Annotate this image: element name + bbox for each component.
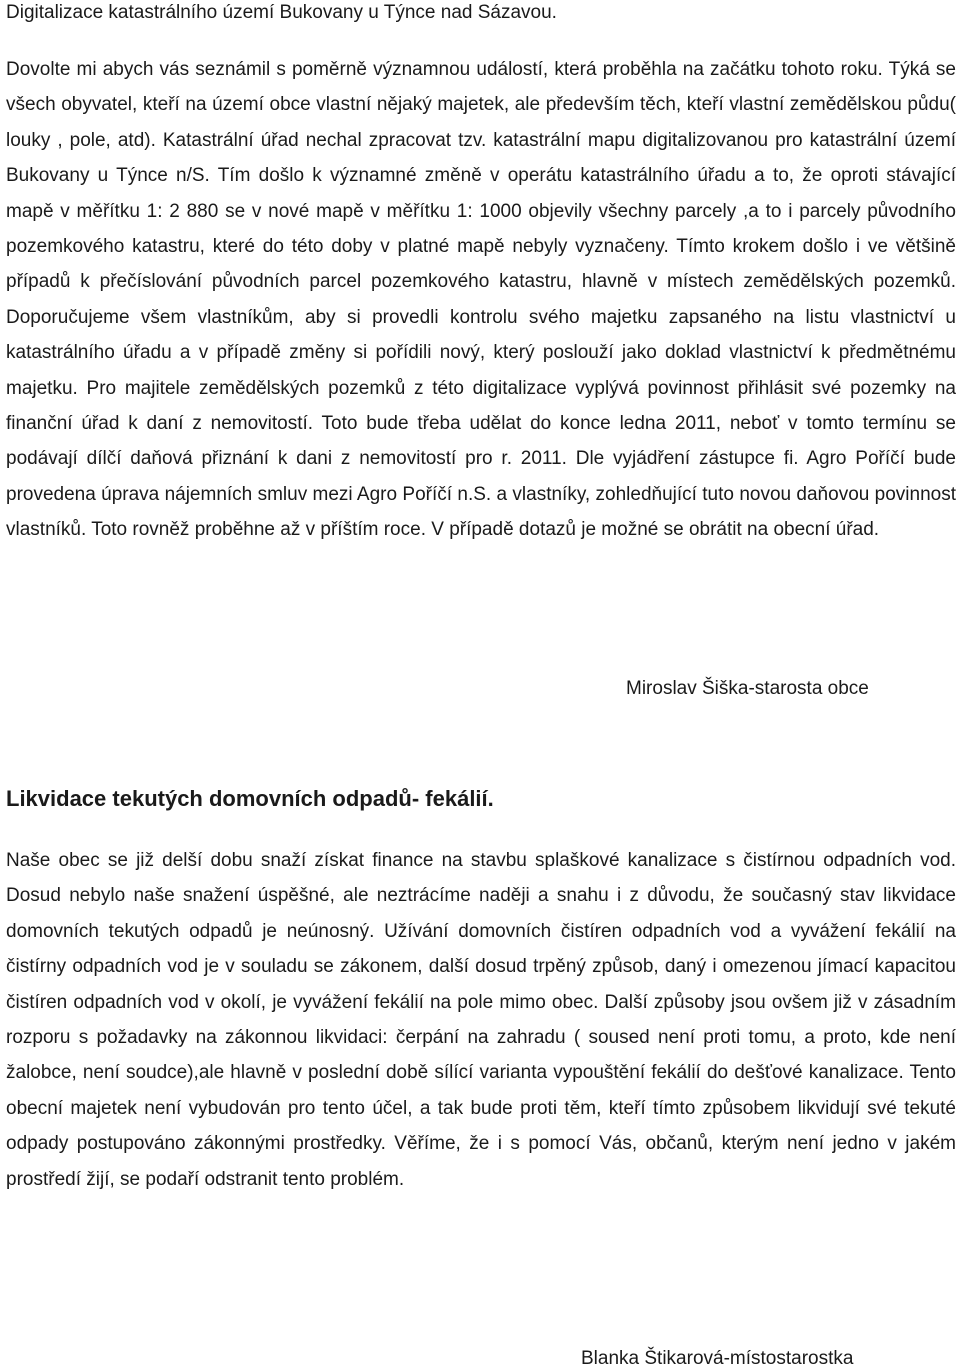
section-title-likvidace: Likvidace tekutých domovních odpadů- fekálií. bbox=[6, 786, 494, 811]
section-title-digitalizace: Digitalizace katastrálního území Bukovany u Týnce nad Sázavou. bbox=[6, 2, 557, 23]
signature-mistostarostka: Blanka Štikarová-místostarostka bbox=[581, 1348, 854, 1369]
paragraph-digitalizace: Dovolte mi abych vás seznámil s poměrně významnou událostí, která proběhla na začátku tohoto roku. Týká se všech obyvatel, kteří na území obce vlastní nějaký majetek, ale především těch, kteří vlastní zemědělskou půdu( louky , pole, atd). Katastrální úřad nechal zpracovat tzv. katastrální mapu digitalizovanou pro katastrální území Bukovany u Týnce n/S. Tím došlo k významné změně v operátu katastrálního úřadu a to, že oproti stávající mapě v měřítku 1: 2 880 se v nové mapě v měřítku 1: 1000 objevily všechny parcely ,a to i parcely původního pozemkového katastru, které do této doby v platné mapě nebyly vyznačeny. Tímto krokem došlo i ve většině případů k přečíslování původních parcel pozemkového katastru, hlavně v místech zemědělských pozemků. Doporučujeme všem vlastníkům, aby si provedli kontrolu svého majetku zapsaného na listu vlastnictví u katastrálního úřadu a v případě změny si pořídili nový, který poslouží jako doklad vlastnictví k předmětnému majetku. Pro majitele zemědělských pozemků z této digitalizace vyplývá povinnost přihlásit své pozemky na finanční úřad k daní z nemovitostí. Toto bude třeba udělat do konce ledna 2011, neboť v tomto termínu se podávají dílčí daňová přiznání k dani z nemovitostí pro r. 2011. Dle vyjádření zástupce fi. Agro Poříčí bude provedena úprava nájemních smluv mezi Agro Poříčí n.S. a vlastníky, zohledňující tuto novou daňovou povinnost vlastníků. Toto rovněž proběhne až v příštím roce. V případě dotazů je možné se obrátit na obecní úřad. bbox=[6, 59, 956, 541]
signature-starosta: Miroslav Šiška-starosta obce bbox=[626, 678, 869, 699]
paragraph-likvidace: Naše obec se již delší dobu snaží získat finance na stavbu splaškové kanalizace s čistírnou odpadních vod. Dosud nebylo naše snažení úspěšné, ale neztrácíme naději a snahu i z důvodu, že současný stav likvidace domovních tekutých odpadů je neúnosný. Užívání domovních čistíren odpadních vod a vyvážení fekálií na čistírny odpadních vod je v souladu se zákonem, další dosud trpěný způsob, daný i omezenou jímací kapacitou čistíren odpadních vod v okolí, je vyvážení fekálií na pole mimo obec. Další způsoby jsou ovšem již v zásadním rozporu s požadavky na zákonnou likvidaci: čerpání na zahradu ( soused není proti tomu, a proto, kde není žalobce, není soudce),ale hlavně v poslední době sílící varianta vypouštění fekálií do dešťové kanalizace. Tento obecní majetek není vybudován pro tento účel, a tak bude proti těm, kteří tímto způsobem likvidují své tekuté odpady postupováno zákonnými prostředky. Věříme, že i s pomocí Vás, občanů, kterým není jedno v jakém prostředí žijí, se podaří odstranit tento problém. bbox=[6, 850, 956, 1190]
